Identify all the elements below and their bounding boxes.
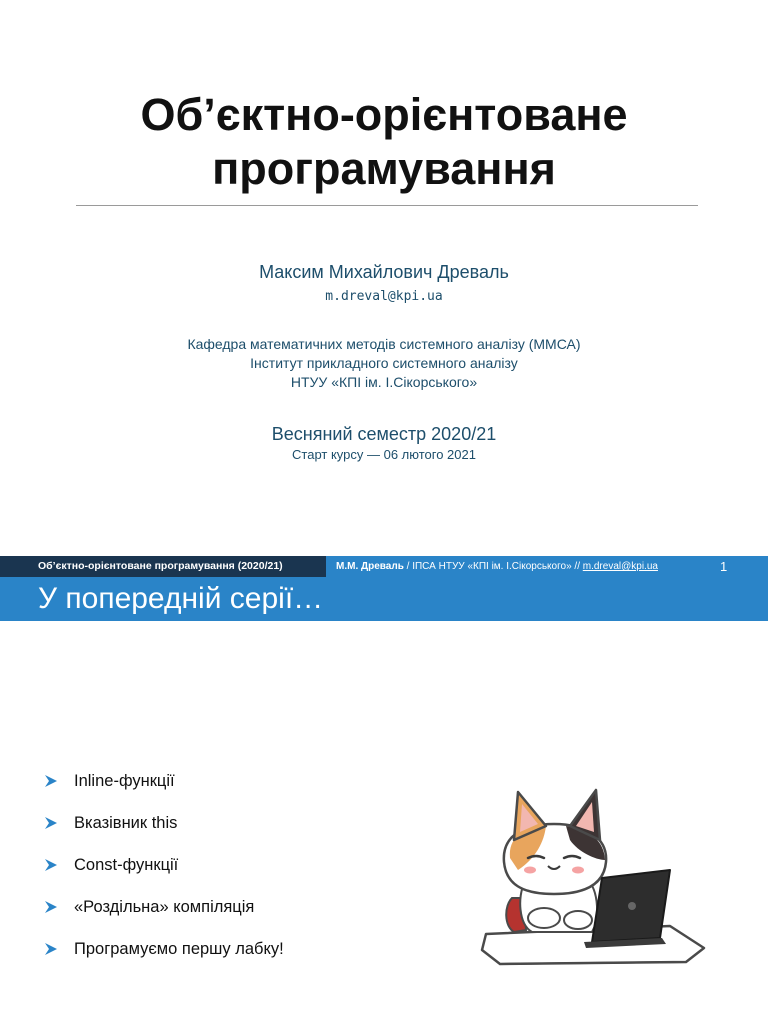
slide-heading: У попередній серії…: [38, 582, 324, 615]
author-name: Максим Михайлович Древаль: [259, 262, 509, 282]
title-divider: [76, 205, 698, 206]
affiliation-institute: Інститут прикладного системного аналізу: [250, 355, 518, 371]
cat-with-laptop-illustration: [474, 766, 714, 972]
list-item: [44, 854, 464, 896]
list-item: [44, 770, 464, 812]
course-start-date: Старт курсу — 06 лютого 2021: [292, 447, 476, 462]
arrow-bullet-icon: [44, 816, 58, 830]
footer-institution: / ІПСА НТУУ «КПІ ім. І.Сікорського» //: [403, 561, 583, 572]
arrow-bullet-icon: [44, 774, 58, 788]
footer-author: М.М. Древаль: [336, 561, 404, 572]
title-line-2: програмування: [212, 143, 556, 194]
arrow-bullet-icon: [44, 858, 58, 872]
title-line-1: Об’єктно-орієнтоване: [140, 89, 628, 140]
footer-author-info: [336, 556, 658, 577]
bullet-text: Програмуємо першу лабку!: [74, 940, 284, 958]
affiliation-block: [0, 335, 768, 392]
author-email[interactable]: m.dreval@kpi.ua: [325, 289, 443, 304]
bullet-text: Const-функції: [74, 856, 179, 874]
page-number: 1: [720, 559, 728, 574]
bullet-text: Вказівник this: [74, 814, 178, 832]
affiliation-department: Кафедра математичних методів системного аналізу (ММСА): [187, 336, 581, 352]
slide-footer-bar: [0, 556, 768, 577]
arrow-bullet-icon: [44, 900, 58, 914]
bullet-text: Inline-функції: [74, 772, 175, 790]
arrow-bullet-icon: [44, 942, 58, 956]
semester-label: Весняний семестр 2020/21: [271, 424, 497, 444]
slide-title: [0, 88, 768, 196]
footer-course-title: Об’єктно-орієнтоване програмування (2020/21): [0, 556, 326, 577]
affiliation-university: НТУУ «КПІ ім. І.Сікорського»: [290, 374, 478, 390]
list-item: [44, 938, 464, 980]
bullet-text: «Роздільна» компіляція: [74, 898, 255, 916]
list-item: [44, 812, 464, 854]
slide-header-bar: [0, 577, 768, 621]
list-item: [44, 896, 464, 938]
bullet-list: [44, 770, 464, 980]
footer-email-link[interactable]: m.dreval@kpi.ua: [582, 561, 658, 572]
